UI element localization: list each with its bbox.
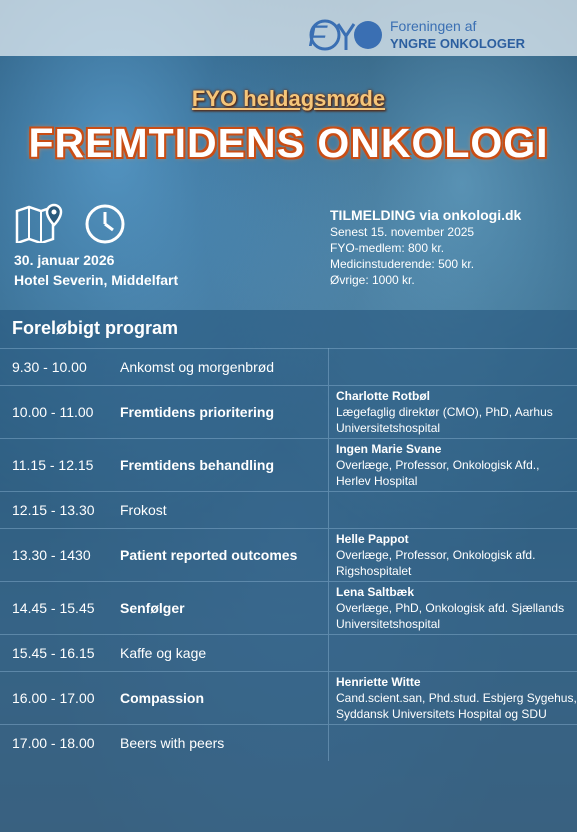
row-speaker [329,386,577,439]
speaker-name: Henriette Witte [336,675,421,689]
svg-text:F: F [308,20,327,52]
row-session: Fremtidens behandling [120,439,329,492]
program-row [0,439,577,492]
row-time: 10.00 - 11.00 [0,386,120,439]
speaker-role: Cand.scient.san, Phd.stud. Esbjerg Sygehus, Syddansk Universitets Hospital og SDU [336,691,577,721]
row-session: Patient reported outcomes [120,529,329,582]
program-table [0,348,577,761]
row-speaker [329,439,577,492]
program-row [0,349,577,386]
row-time: 14.45 - 15.45 [0,582,120,635]
speaker-name: Ingen Marie Svane [336,442,442,456]
row-speaker [329,492,577,529]
event-date: 30. januar 2026 [14,252,115,268]
registration-title: TILMELDING via onkologi.dk [330,207,522,223]
fyo-logo-mark [304,18,384,52]
row-time: 15.45 - 16.15 [0,635,120,672]
row-session: Frokost [120,492,329,529]
program-row [0,635,577,672]
row-session: Beers with peers [120,725,329,762]
row-time: 13.30 - 1430 [0,529,120,582]
row-time: 9.30 - 10.00 [0,349,120,386]
event-title: FREMTIDENS ONKOLOGI [28,120,549,166]
program-row [0,725,577,762]
row-time: 11.15 - 12.15 [0,439,120,492]
price-member: FYO-medlem: 800 kr. [330,241,445,255]
row-session: Compassion [120,672,329,725]
row-time: 17.00 - 18.00 [0,725,120,762]
row-speaker [329,349,577,386]
speaker-name: Charlotte Rotbøl [336,389,430,403]
org-name-line2: YNGRE ONKOLOGER [390,36,526,51]
speaker-role: Overlæge, PhD, Onkologisk afd. Sjællands Universitetshospital [336,601,565,631]
fyo-logo [304,18,525,52]
registration-info [330,207,521,288]
price-student: Medicinstuderende: 500 kr. [330,257,475,271]
program-row [0,386,577,439]
program-row [0,582,577,635]
row-session: Fremtidens prioritering [120,386,329,439]
speaker-role: Overlæge, Professor, Onkologisk Afd., Herlev Hospital [336,458,540,488]
row-session: Senfølger [120,582,329,635]
clock-icon [84,203,126,250]
row-speaker [329,582,577,635]
row-session: Ankomst og morgenbrød [120,349,329,386]
row-speaker [329,672,577,725]
map-pin-icon [14,203,68,250]
event-subtitle: FYO heldagsmøde [191,86,386,111]
row-speaker [329,725,577,762]
speaker-role: Overlæge, Professor, Onkologisk afd. Rigshospitalet [336,548,536,578]
speaker-name: Lena Saltbæk [336,585,415,599]
event-venue: Hotel Severin, Middelfart [14,272,179,288]
row-time: 12.15 - 13.30 [0,492,120,529]
price-other: Øvrige: 1000 kr. [330,273,415,287]
program-title: Foreløbigt program [12,318,178,338]
program-row [0,672,577,725]
row-time: 16.00 - 17.00 [0,672,120,725]
speaker-role: Lægefaglig direktør (CMO), PhD, Aarhus Universitetshospital [336,405,553,435]
speaker-name: Helle Pappot [336,532,409,546]
row-speaker [329,635,577,672]
row-speaker [329,529,577,582]
program-row [0,529,577,582]
row-session: Kaffe og kage [120,635,329,672]
registration-deadline: Senest 15. november 2025 [330,225,475,239]
program-row [0,492,577,529]
org-name-line1: Foreningen af [390,18,477,34]
top-banner [0,0,577,56]
program-panel [0,310,577,832]
